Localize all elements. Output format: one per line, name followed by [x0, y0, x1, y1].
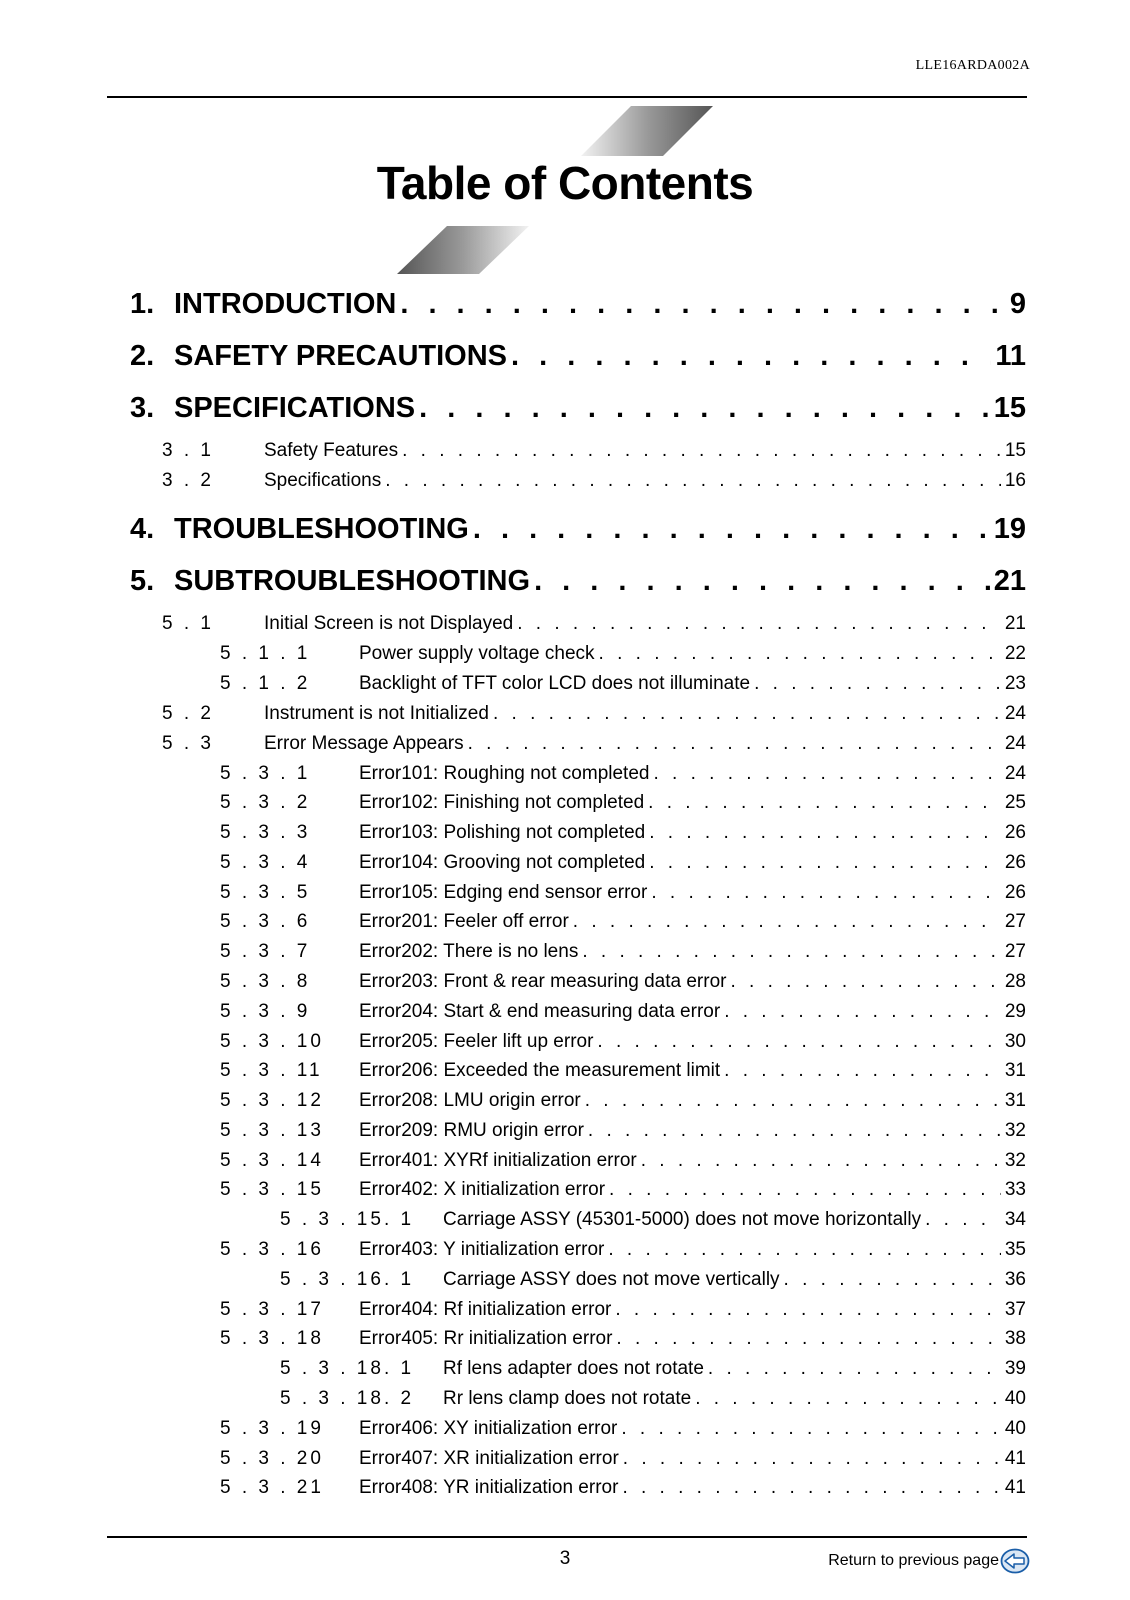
- toc-entry-page: 24: [1004, 763, 1026, 784]
- toc-entry[interactable]: [130, 288, 1026, 321]
- toc-entry-page: 40: [1004, 1418, 1026, 1439]
- toc-entry-number: 5 . 1: [162, 613, 214, 634]
- toc-leader-dots: [615, 1299, 1000, 1321]
- toc-entry-number: 5 . 3 . 5: [220, 882, 311, 903]
- toc-entry-title: SUBTROUBLESHOOTING: [174, 565, 531, 597]
- toc-entry[interactable]: [220, 643, 1026, 665]
- toc-entry-number: 5 . 1 . 1: [220, 643, 311, 664]
- toc-entry-title: Error103: Polishing not completed: [359, 822, 646, 843]
- toc-entry-title: Initial Screen is not Displayed: [264, 613, 514, 634]
- toc-entry-title: Error204: Start & end measuring data error: [359, 1001, 721, 1022]
- toc-entry-number: 1.: [130, 288, 155, 320]
- toc-entry-number: 5 . 3 . 8: [220, 971, 311, 992]
- toc-entry-title: Error208: LMU origin error: [359, 1090, 581, 1111]
- toc-entry-page: 27: [1004, 941, 1026, 962]
- toc-entry-title: Instrument is not Initialized: [264, 703, 489, 724]
- toc-leader-dots: [473, 513, 990, 546]
- toc-entry[interactable]: [220, 1477, 1026, 1499]
- toc-leader-dots: [651, 882, 1001, 904]
- toc-entry-title: Error104: Grooving not completed: [359, 852, 646, 873]
- toc-entry-number: 5 . 1 . 2: [220, 673, 311, 694]
- toc-entry[interactable]: [162, 440, 1026, 462]
- toc-entry-number: 4.: [130, 513, 155, 545]
- toc-entry[interactable]: [220, 1418, 1026, 1440]
- toc-entry-number: 5 . 3 . 14: [220, 1150, 324, 1171]
- toc-entry-title: Carriage ASSY does not move vertically: [443, 1269, 780, 1290]
- toc-entry[interactable]: [220, 1150, 1026, 1172]
- toc-entry-page: 24: [1004, 733, 1026, 754]
- toc-entry-number: 5 . 3 . 6: [220, 911, 311, 932]
- toc-leader-dots: [754, 673, 1001, 695]
- toc-entry-number: 3 . 2: [162, 470, 214, 491]
- toc-entry-number: 3 . 1: [162, 440, 214, 461]
- toc-entry-title: Error206: Exceeded the measurement limit: [359, 1060, 721, 1081]
- toc-leader-dots: [402, 440, 1001, 462]
- toc-leader-dots: [641, 1150, 1001, 1172]
- toc-entry[interactable]: [220, 1120, 1026, 1142]
- toc-entry-number: 5 . 3 . 2: [220, 792, 311, 813]
- toc-entry-title: Error404: Rf initialization error: [359, 1299, 612, 1320]
- toc-entry-number: 5 . 3 . 19: [220, 1418, 324, 1439]
- toc-leader-dots: [925, 1209, 1001, 1231]
- toc-entry[interactable]: [220, 1328, 1026, 1350]
- toc-entry[interactable]: [220, 1299, 1026, 1321]
- toc-entry-title: Error402: X initialization error: [359, 1179, 606, 1200]
- toc-leader-dots: [784, 1269, 1001, 1291]
- toc-entry-number: 5 . 3 . 3: [220, 822, 311, 843]
- toc-entry-title: Error403: Y initialization error: [359, 1239, 605, 1260]
- toc-entry-page: 24: [1004, 703, 1026, 724]
- header-rule: [107, 96, 1027, 98]
- toc-entry-number: 5 . 3 . 18. 1: [280, 1358, 415, 1379]
- toc-entry-page: 15: [993, 392, 1026, 424]
- toc-entry[interactable]: [220, 882, 1026, 904]
- toc-leader-dots: [724, 1001, 1001, 1023]
- toc-entry-page: 41: [1004, 1477, 1026, 1498]
- toc-entry-page: 21: [993, 565, 1026, 597]
- toc-entry-page: 40: [1004, 1388, 1026, 1409]
- toc-entry-number: 5 . 3 . 13: [220, 1120, 324, 1141]
- toc-entry-title: Backlight of TFT color LCD does not illuminate: [359, 673, 751, 694]
- toc-entry-page: 37: [1004, 1299, 1026, 1320]
- toc-entry-page: 31: [1004, 1090, 1026, 1111]
- toc-leader-dots: [582, 941, 1001, 963]
- toc-entry[interactable]: [162, 613, 1026, 635]
- toc-entry-number: 5 . 3 . 18. 2: [280, 1388, 415, 1409]
- toc-leader-dots: [648, 792, 1001, 814]
- toc-entry-title: Error201: Feeler off error: [359, 911, 569, 932]
- toc-entry-title: Error406: XY initialization error: [359, 1418, 618, 1439]
- return-link-label: Return to previous page: [828, 1552, 999, 1569]
- toc-entry-title: Error105: Edging end sensor error: [359, 882, 648, 903]
- toc-entry-page: 31: [1004, 1060, 1026, 1081]
- toc-entry-title: INTRODUCTION: [174, 288, 397, 320]
- toc-entry-title: Rf lens adapter does not rotate: [443, 1358, 704, 1379]
- toc-entry-number: 5 . 3 . 20: [220, 1448, 324, 1469]
- toc-entry[interactable]: [130, 565, 1026, 598]
- toc-entry-page: 32: [1004, 1150, 1026, 1171]
- toc-leader-dots: [708, 1358, 1001, 1380]
- toc-entry[interactable]: [130, 513, 1026, 546]
- toc-leader-dots: [695, 1388, 1001, 1410]
- toc-entry[interactable]: [220, 1031, 1026, 1053]
- toc-entry-page: 36: [1004, 1269, 1026, 1290]
- toc-leader-dots: [517, 613, 1001, 635]
- toc-entry[interactable]: [162, 703, 1026, 725]
- toc-entry-page: 28: [1004, 971, 1026, 992]
- toc-entry-number: 5 . 3 . 7: [220, 941, 311, 962]
- toc-leader-dots: [597, 1031, 1000, 1053]
- toc-leader-dots: [493, 703, 1001, 725]
- toc-entry[interactable]: [220, 822, 1026, 844]
- toc-entry[interactable]: [220, 941, 1026, 963]
- toc-entry-page: 21: [1004, 613, 1026, 634]
- toc-entry-number: 5 . 3 . 11: [220, 1060, 323, 1081]
- toc-entry-number: 5 . 3 . 4: [220, 852, 311, 873]
- toc-entry-number: 5 . 3 . 15. 1: [280, 1209, 415, 1230]
- toc-entry-page: 11: [995, 340, 1026, 372]
- toc-entry-number: 5 . 3 . 12: [220, 1090, 324, 1111]
- toc-entry-page: 34: [1004, 1209, 1026, 1230]
- toc-entry[interactable]: [220, 1448, 1026, 1470]
- toc-leader-dots: [599, 643, 1001, 665]
- toc-entry-title: Error203: Front & rear measuring data error: [359, 971, 727, 992]
- back-arrow-icon[interactable]: [1000, 1548, 1030, 1574]
- toc-leader-dots: [609, 1179, 1001, 1201]
- toc-entry-page: 19: [993, 513, 1026, 545]
- toc-entry-number: 5 . 2: [162, 703, 214, 724]
- toc-entry[interactable]: [130, 340, 1026, 373]
- page-number: 3: [559, 1548, 571, 1569]
- toc-entry[interactable]: [220, 763, 1026, 785]
- toc-leader-dots: [534, 565, 990, 598]
- toc-leader-dots: [621, 1418, 1000, 1440]
- toc-entry-page: 29: [1004, 1001, 1026, 1022]
- toc-entry[interactable]: [220, 911, 1026, 933]
- toc-leader-dots: [419, 392, 990, 425]
- toc-entry-page: 9: [1009, 288, 1026, 320]
- document-id: LLE16ARDA002A: [915, 58, 1030, 73]
- toc-entry-page: 26: [1004, 852, 1026, 873]
- toc-entry[interactable]: [220, 971, 1026, 993]
- toc-leader-dots: [649, 822, 1001, 844]
- toc-entry-number: 5.: [130, 565, 155, 597]
- toc-entry-title: SPECIFICATIONS: [174, 392, 416, 424]
- return-to-previous-page-link[interactable]: [828, 1548, 1030, 1574]
- toc-entry-page: 38: [1004, 1328, 1026, 1349]
- toc-leader-dots: [588, 1120, 1001, 1142]
- footer-rule: [107, 1536, 1027, 1538]
- toc-entry[interactable]: [220, 1090, 1026, 1112]
- toc-entry-page: 15: [1004, 440, 1026, 461]
- toc-leader-dots: [585, 1090, 1001, 1112]
- toc-entry[interactable]: [162, 733, 1026, 755]
- toc-leader-dots: [622, 1477, 1000, 1499]
- page-title: Table of Contents: [376, 157, 754, 209]
- toc-entry-title: Error Message Appears: [264, 733, 464, 754]
- toc-entry[interactable]: [130, 392, 1026, 425]
- toc-entry-title: TROUBLESHOOTING: [174, 513, 469, 545]
- toc-entry[interactable]: [280, 1209, 1026, 1231]
- toc-leader-dots: [385, 470, 1001, 492]
- toc-entry-title: Error401: XYRf initialization error: [359, 1150, 637, 1171]
- toc-entry[interactable]: [220, 792, 1026, 814]
- toc-leader-dots: [653, 763, 1000, 785]
- toc-leader-dots: [724, 1060, 1001, 1082]
- toc-entry-number: 2.: [130, 340, 155, 372]
- toc-entry-title: Error202: There is no lens: [359, 941, 579, 962]
- toc-entry-page: 41: [1004, 1448, 1026, 1469]
- toc-entry[interactable]: [220, 1001, 1026, 1023]
- toc-entry-title: Carriage ASSY (45301-5000) does not move horizontally: [443, 1209, 922, 1230]
- toc-entry-title: Safety Features: [264, 440, 399, 461]
- toc-entry-title: Rr lens clamp does not rotate: [443, 1388, 692, 1409]
- toc-entry-title: Error405: Rr initialization error: [359, 1328, 613, 1349]
- toc-entry-title: Specifications: [264, 470, 382, 491]
- toc-leader-dots: [623, 1448, 1001, 1470]
- toc-entry-page: 16: [1004, 470, 1026, 491]
- toc-entry-page: 30: [1004, 1031, 1026, 1052]
- toc-entry-number: 5 . 3: [162, 733, 214, 754]
- toc-entry[interactable]: [280, 1269, 1026, 1291]
- toc-leader-dots: [649, 852, 1001, 874]
- toc-entry-number: 5 . 3 . 15: [220, 1179, 324, 1200]
- toc-entry[interactable]: [162, 470, 1026, 492]
- toc-entry-title: Error408: YR initialization error: [359, 1477, 619, 1498]
- toc-entry-page: 39: [1004, 1358, 1026, 1379]
- toc-entry-title: Error209: RMU origin error: [359, 1120, 584, 1141]
- toc-entry-page: 32: [1004, 1120, 1026, 1141]
- toc-entry-page: 27: [1004, 911, 1026, 932]
- toc-entry-title: Error101: Roughing not completed: [359, 763, 650, 784]
- toc-leader-dots: [608, 1239, 1001, 1261]
- toc-leader-dots: [511, 340, 991, 373]
- toc-entry[interactable]: [220, 673, 1026, 695]
- toc-entry-title: SAFETY PRECAUTIONS: [174, 340, 508, 372]
- toc-entry-number: 5 . 3 . 16. 1: [280, 1269, 415, 1290]
- toc-entry-number: 5 . 3 . 21: [220, 1477, 324, 1498]
- toc-entry-title: Error407: XR initialization error: [359, 1448, 619, 1469]
- toc-entry-page: 26: [1004, 882, 1026, 903]
- toc-entry-number: 5 . 3 . 18: [220, 1328, 324, 1349]
- toc-entry[interactable]: [220, 1060, 1026, 1082]
- toc-entry[interactable]: [220, 1239, 1026, 1261]
- toc-entry-number: 5 . 3 . 1: [220, 763, 311, 784]
- toc-leader-dots: [573, 911, 1001, 933]
- toc-entry[interactable]: [280, 1388, 1026, 1410]
- toc-entry-page: 23: [1004, 673, 1026, 694]
- toc-leader-dots: [468, 733, 1001, 755]
- toc-entry-title: Power supply voltage check: [359, 643, 595, 664]
- toc-entry-page: 25: [1004, 792, 1026, 813]
- toc-leader-dots: [400, 288, 1006, 321]
- toc-leader-dots: [616, 1328, 1000, 1350]
- toc-entry-title: Error205: Feeler lift up error: [359, 1031, 594, 1052]
- toc-entry[interactable]: [220, 852, 1026, 874]
- toc-entry-number: 5 . 3 . 10: [220, 1031, 324, 1052]
- toc-entry-number: 5 . 3 . 16: [220, 1239, 324, 1260]
- toc-entry[interactable]: [280, 1358, 1026, 1380]
- toc-entry-title: Error102: Finishing not completed: [359, 792, 645, 813]
- toc-entry-page: 33: [1004, 1179, 1026, 1200]
- toc-entry-page: 35: [1004, 1239, 1026, 1260]
- toc-entry-number: 5 . 3 . 9: [220, 1001, 311, 1022]
- toc-leader-dots: [731, 971, 1001, 993]
- toc-entry-page: 22: [1004, 643, 1026, 664]
- toc-entry[interactable]: [220, 1179, 1026, 1201]
- toc-entry-number: 5 . 3 . 17: [220, 1299, 324, 1320]
- toc-entry-number: 3.: [130, 392, 155, 424]
- toc-entry-page: 26: [1004, 822, 1026, 843]
